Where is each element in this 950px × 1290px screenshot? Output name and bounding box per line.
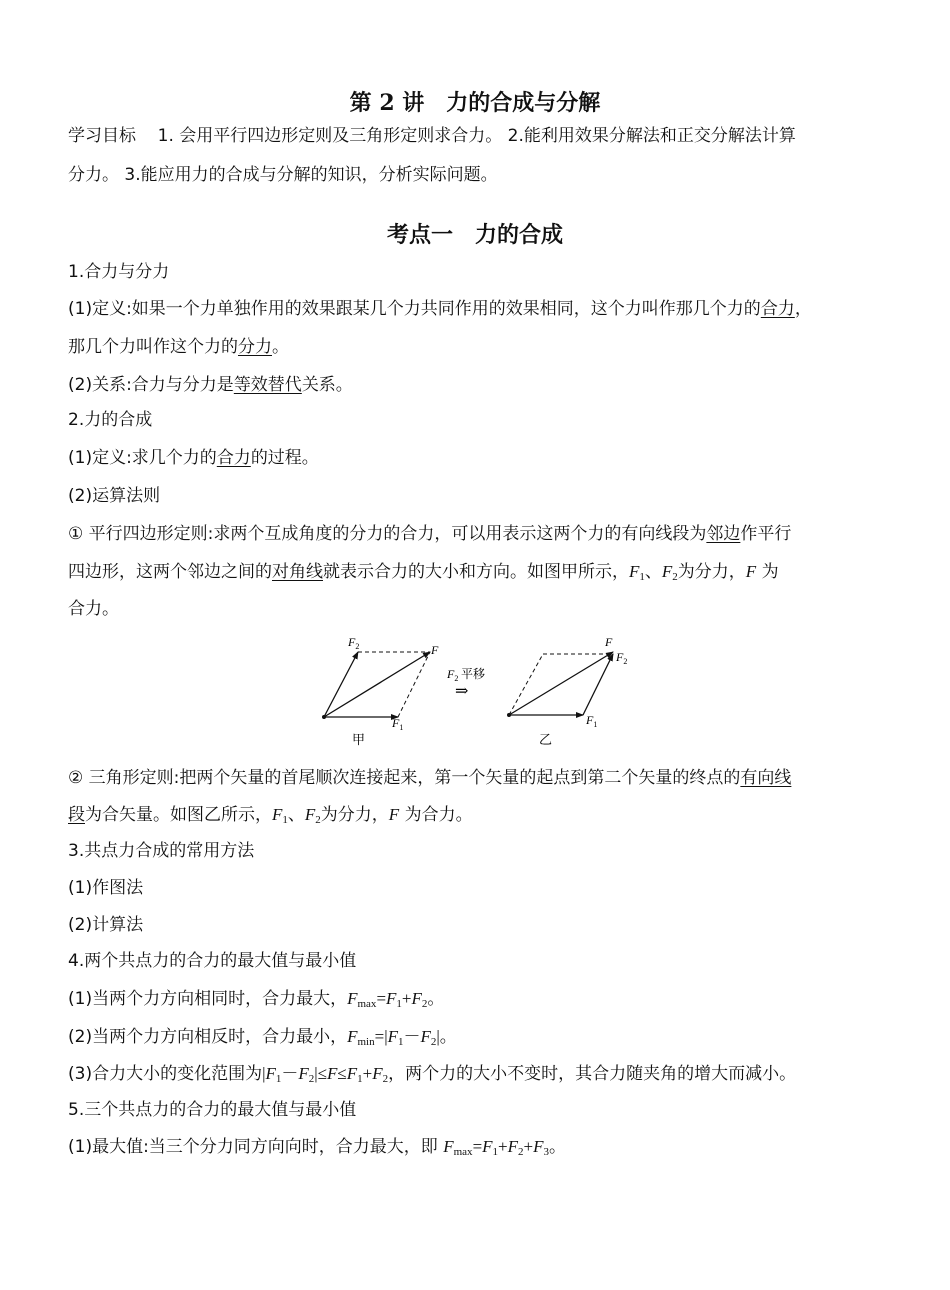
shift-annotation (446, 667, 485, 700)
three-force-max-line: (1)最大值:当三个分力同方向向时，合力最大，即 $F_{max}=F_1+F_2+F_3$。 (68, 1137, 567, 1158)
learning-goals-line-2: 分力。 3.能应用力的合成与分解的知识，分析实际问题。 (68, 165, 498, 185)
force-diagrams-svg (300, 630, 650, 755)
learning-goals-line-1: 学习目标 1. 会用平行四边形定则及三角形定则求合力。 2.能利用效果分解法和正交分解法计算 (68, 126, 796, 146)
parallelogram-diagram (322, 635, 439, 747)
key-term-diagonal: 对角线 (272, 562, 323, 582)
triangle-line-2: 段为合矢量。如图乙所示，$F_1$、$F_2$为分力，F 为合力。 (68, 805, 473, 826)
shift-label-text: 平移 (461, 667, 486, 681)
vector-f2-right (583, 654, 613, 715)
relation-line: (2)关系:合力与分力是等效替代关系。 (68, 375, 353, 395)
caption-yi: 乙 (539, 732, 553, 747)
definition-line-2: 那几个力叫作这个力的分力。 (68, 337, 289, 357)
label-f1-left: $F_1$ (392, 716, 404, 732)
shift-arrow: ⇒ (455, 683, 469, 700)
caption-jia: 甲 (352, 732, 366, 747)
heading-5: 5.三个共点力的合力的最大值与最小值 (68, 1100, 357, 1120)
key-term-directed-segment: 有向线 (740, 768, 792, 788)
vector-f-right (509, 652, 613, 715)
heading-3: 3.共点力合成的常用方法 (68, 841, 255, 861)
rules-heading: (2)运算法则 (68, 486, 161, 506)
heading-1: 1.合力与分力 (68, 262, 170, 282)
triangle-diagram (507, 635, 627, 747)
label-f-left: F (431, 643, 439, 657)
method-calculation: (2)计算法 (68, 915, 144, 935)
min-line: (2)当两个力方向相反时，合力最小，$F_{min}=|F_1-F_2|$。 (68, 1027, 457, 1048)
label-f1-right: $F_1$ (586, 713, 598, 729)
key-term-component: 分力 (238, 337, 272, 357)
label-f2-right: $F_2$ (616, 650, 628, 666)
triangle-line-1: ② 三角形定则:把两个矢量的首尾顺次连接起来，第一个矢量的起点到第二个矢量的终点的有向线 (68, 768, 792, 788)
section-title: 考点一 力的合成 (386, 222, 563, 248)
key-term-resultant: 合力 (760, 299, 795, 319)
method-graphical: (1)作图法 (68, 878, 144, 898)
origin-point-right (507, 713, 511, 717)
label-f2-left: $F_2$ (348, 635, 360, 651)
composition-definition: (1)定义:求几个力的合力的过程。 (68, 448, 319, 468)
range-line: (3)合力大小的变化范围为$|F_1-F_2|\le F\le F_1+F_2$，两个力的大小不变时，其合力随夹角的增大而减小。 (68, 1064, 797, 1085)
learning-goals-label: 学习目标 (68, 126, 136, 146)
origin-point-left (322, 715, 326, 719)
definition-line-1: (1)定义:如果一个力单独作用的效果跟某几个力共同作用的效果相同，这个力叫作那几个力的合力， (68, 299, 812, 319)
key-term-resultant-2: 合力 (216, 448, 251, 468)
lecture-title: 第 2 讲 力的合成与分解 (349, 90, 601, 116)
shift-label-f2: $F_2$ (447, 667, 459, 683)
force-composition-figure (300, 630, 650, 755)
key-term-adjacent-sides: 邻边 (706, 524, 741, 544)
parallelogram-line-2: 四边形，这两个邻边之间的对角线就表示合力的大小和方向。如图甲所示，$F_1$、$F_2$为分力，F 为 (68, 562, 779, 583)
key-term-equivalent: 等效替代 (233, 375, 302, 395)
dashed-edge-left (509, 654, 543, 715)
max-line: (1)当两个力方向相同时，合力最大，$F_{max}=F_1+F_2$。 (68, 989, 445, 1010)
heading-2: 2.力的合成 (68, 410, 153, 430)
label-f-right: F (605, 635, 613, 649)
heading-4: 4.两个共点力的合力的最大值与最小值 (68, 951, 357, 971)
parallelogram-line-3: 合力。 (68, 599, 119, 619)
parallelogram-line-1: ① 平行四边形定则:求两个互成角度的分力的合力，可以用表示这两个力的有向线段为邻边作平行 (68, 524, 792, 544)
